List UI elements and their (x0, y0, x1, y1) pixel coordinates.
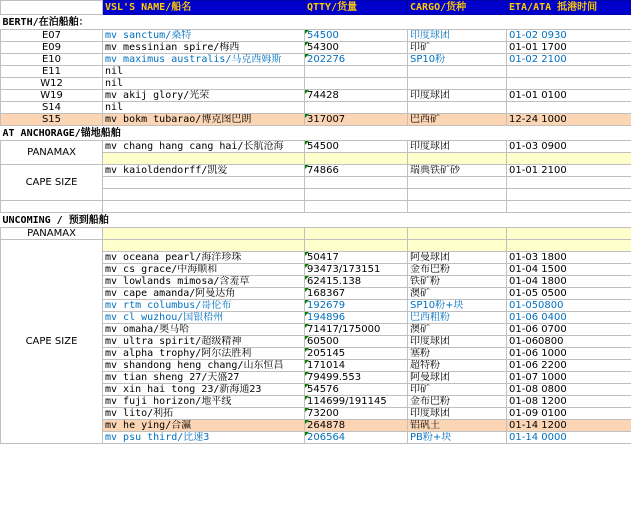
section-title: UNCOMING / 预到船舶 (1, 213, 631, 228)
qty-cell: 194896 (305, 312, 408, 324)
qty-cell: 60500 (305, 336, 408, 348)
qty-cell: 93473/173151 (305, 264, 408, 276)
eta-cell: 01-05 0500 (507, 288, 631, 300)
cargo-cell: 阿曼球团 (408, 372, 507, 384)
eta-cell: 01-06 0700 (507, 324, 631, 336)
qty-cell: 206564 (305, 432, 408, 444)
table-row (1, 102, 631, 114)
cargo-cell: 印度球团 (408, 90, 507, 102)
qty-cell: 114699/191145 (305, 396, 408, 408)
cargo-cell: 澳矿 (408, 324, 507, 336)
vessel-cell: mv lito/利拓 (103, 408, 305, 420)
empty-cell (103, 240, 305, 252)
vessel-cell: mv xin hai tong 23/新海通23 (103, 384, 305, 396)
eta-cell: 01-04 1500 (507, 264, 631, 276)
empty-cell (103, 153, 305, 165)
empty-cell (507, 189, 631, 201)
qty-cell (305, 78, 408, 90)
empty-cell (305, 228, 408, 240)
eta-cell: 01-01 1700 (507, 42, 631, 54)
cargo-cell: 印矿 (408, 384, 507, 396)
cargo-cell: SP10粉 (408, 54, 507, 66)
vessel-cell: nil (103, 66, 305, 78)
cargo-cell: 阿曼球团 (408, 252, 507, 264)
cargo-cell: 瑞典铁矿砂 (408, 165, 507, 177)
header-row (1, 1, 631, 15)
section-title: BERTH/在泊船舶： (1, 15, 631, 30)
table-row (1, 201, 631, 213)
empty-cell (507, 153, 631, 165)
eta-cell: 01-01 2100 (507, 165, 631, 177)
berth-cell: S14 (1, 102, 103, 114)
empty-cell (408, 228, 507, 240)
vessel-cell: mv messinian spire/梅西 (103, 42, 305, 54)
empty-cell (408, 189, 507, 201)
empty-cell (408, 201, 507, 213)
vessel-cell: mv kaioldendorff/凯爱 (103, 165, 305, 177)
qty-cell: 74866 (305, 165, 408, 177)
qty-cell (305, 102, 408, 114)
vessel-cell: mv chang hang cang hai/长航沧海 (103, 141, 305, 153)
cargo-cell: 巴西矿 (408, 114, 507, 126)
table-row (1, 240, 631, 252)
qty-cell: 73200 (305, 408, 408, 420)
qty-cell: 62415.138 (305, 276, 408, 288)
berth-cell: S15 (1, 114, 103, 126)
eta-cell: 01-02 2100 (507, 54, 631, 66)
eta-cell: 01-01 0100 (507, 90, 631, 102)
table-row (1, 78, 631, 90)
qty-cell: 54500 (305, 30, 408, 42)
section-title: AT ANCHORAGE/锚地船舶 (1, 126, 631, 141)
header-cell: ETA/ATA 抵港时间 (507, 1, 631, 15)
berth-cell: W19 (1, 90, 103, 102)
eta-cell: 12-24 1000 (507, 114, 631, 126)
berth-cell: E07 (1, 30, 103, 42)
header-cell (1, 1, 103, 15)
eta-cell: 01-03 0900 (507, 141, 631, 153)
table-row (1, 30, 631, 42)
cargo-cell (408, 78, 507, 90)
empty-cell (507, 240, 631, 252)
qty-cell: 79499.553 (305, 372, 408, 384)
cargo-cell: 巴西粗粉 (408, 312, 507, 324)
cargo-cell: 印度球团 (408, 408, 507, 420)
qty-cell: 192679 (305, 300, 408, 312)
cargo-cell: 印度球团 (408, 336, 507, 348)
empty-cell (1, 201, 103, 213)
cargo-cell: 金布巴粉 (408, 396, 507, 408)
category-cell: CAPE SIZE (1, 165, 103, 201)
category-cell: CAPE SIZE (1, 240, 103, 444)
eta-cell: 01-050800 (507, 300, 631, 312)
vessel-cell: mv bokm tubarao/博克图巴朗 (103, 114, 305, 126)
vessel-cell: mv fuji horizon/地平线 (103, 396, 305, 408)
eta-cell: 01-14 1200 (507, 420, 631, 432)
category-cell: PANAMAX (1, 141, 103, 165)
empty-cell (103, 177, 305, 189)
empty-cell (408, 240, 507, 252)
eta-cell: 01-06 0400 (507, 312, 631, 324)
table-row (1, 228, 631, 240)
eta-cell (507, 66, 631, 78)
empty-cell (103, 189, 305, 201)
cargo-cell: 澳矿 (408, 288, 507, 300)
cargo-cell: 印度球团 (408, 141, 507, 153)
empty-cell (507, 201, 631, 213)
section-row-berth (1, 15, 631, 30)
eta-cell: 01-06 1000 (507, 348, 631, 360)
header-cell: QTTY/货量 (305, 1, 408, 15)
qty-cell: 171014 (305, 360, 408, 372)
cargo-cell: PB粉+块 (408, 432, 507, 444)
empty-cell (507, 177, 631, 189)
table-row (1, 90, 631, 102)
vessel-cell: mv shandong heng chang/山东恒昌 (103, 360, 305, 372)
vessel-cell: mv akij glory/光荣 (103, 90, 305, 102)
vessel-cell: mv maximus australis/马克西姆斯 (103, 54, 305, 66)
eta-cell: 01-06 2200 (507, 360, 631, 372)
empty-cell (305, 177, 408, 189)
empty-cell (305, 153, 408, 165)
cargo-cell: 铁矿粉 (408, 276, 507, 288)
eta-cell: 01-09 0100 (507, 408, 631, 420)
qty-cell: 71417/175000 (305, 324, 408, 336)
table-row (1, 66, 631, 78)
berth-cell: W12 (1, 78, 103, 90)
eta-cell: 01-03 1800 (507, 252, 631, 264)
empty-cell (103, 201, 305, 213)
category-cell: PANAMAX (1, 228, 103, 240)
vessel-cell: mv lowlands mimosa/含羞草 (103, 276, 305, 288)
qty-cell: 205145 (305, 348, 408, 360)
qty-cell: 168367 (305, 288, 408, 300)
vessel-cell: mv oceana pearl/海洋珍珠 (103, 252, 305, 264)
cargo-cell: 超特粉 (408, 360, 507, 372)
cargo-cell: 印度球团 (408, 30, 507, 42)
vessel-cell: mv psu third/比速3 (103, 432, 305, 444)
cargo-cell: 金布巴粉 (408, 264, 507, 276)
eta-cell (507, 78, 631, 90)
vessel-cell: mv omaha/奥马哈 (103, 324, 305, 336)
qty-cell: 54576 (305, 384, 408, 396)
vessel-cell: mv tian sheng 27/天盛27 (103, 372, 305, 384)
vessel-cell: mv he ying/合瀛 (103, 420, 305, 432)
empty-cell (408, 153, 507, 165)
eta-cell: 01-08 1200 (507, 396, 631, 408)
table-row (1, 141, 631, 153)
section-row-anchorage (1, 126, 631, 141)
vessel-cell: mv alpha trophy/阿尔法胜利 (103, 348, 305, 360)
eta-cell: 01-07 1000 (507, 372, 631, 384)
vessel-cell: mv cl wuzhou/国银梧州 (103, 312, 305, 324)
vessel-cell: nil (103, 102, 305, 114)
eta-cell: 01-04 1800 (507, 276, 631, 288)
eta-cell: 01-060800 (507, 336, 631, 348)
table-row (1, 165, 631, 177)
table-row (1, 54, 631, 66)
empty-cell (305, 201, 408, 213)
empty-cell (305, 189, 408, 201)
empty-cell (305, 240, 408, 252)
vessel-cell: mv cape amanda/阿曼达角 (103, 288, 305, 300)
table-row (1, 42, 631, 54)
eta-cell (507, 102, 631, 114)
qty-cell: 202276 (305, 54, 408, 66)
qty-cell: 264878 (305, 420, 408, 432)
eta-cell: 01-14 0000 (507, 432, 631, 444)
cargo-cell: SP10粉+块 (408, 300, 507, 312)
section-row-upcoming (1, 213, 631, 228)
eta-cell: 01-08 0800 (507, 384, 631, 396)
header-cell: VSL'S NAME/船名 (103, 1, 305, 15)
berth-cell: E11 (1, 66, 103, 78)
berth-cell: E09 (1, 42, 103, 54)
qty-cell: 74428 (305, 90, 408, 102)
eta-cell: 01-02 0930 (507, 30, 631, 42)
qty-cell: 54500 (305, 141, 408, 153)
header-cell: CARGO/货种 (408, 1, 507, 15)
qty-cell: 317007 (305, 114, 408, 126)
empty-cell (103, 228, 305, 240)
cargo-cell: 塞粉 (408, 348, 507, 360)
empty-cell (408, 177, 507, 189)
berth-cell: E10 (1, 54, 103, 66)
table-row (1, 114, 631, 126)
vessel-cell: mv ultra spirit/超级精神 (103, 336, 305, 348)
vessel-cell: nil (103, 78, 305, 90)
cargo-cell: 印矿 (408, 42, 507, 54)
empty-cell (507, 228, 631, 240)
cargo-cell (408, 66, 507, 78)
qty-cell (305, 66, 408, 78)
qty-cell: 54300 (305, 42, 408, 54)
vessel-cell: mv rtm columbus/哥伦布 (103, 300, 305, 312)
vessel-cell: mv cs grace/中海顺和 (103, 264, 305, 276)
cargo-cell (408, 102, 507, 114)
vessel-cell: mv sanctum/桑特 (103, 30, 305, 42)
qty-cell: 50417 (305, 252, 408, 264)
cargo-cell: 铝矾土 (408, 420, 507, 432)
